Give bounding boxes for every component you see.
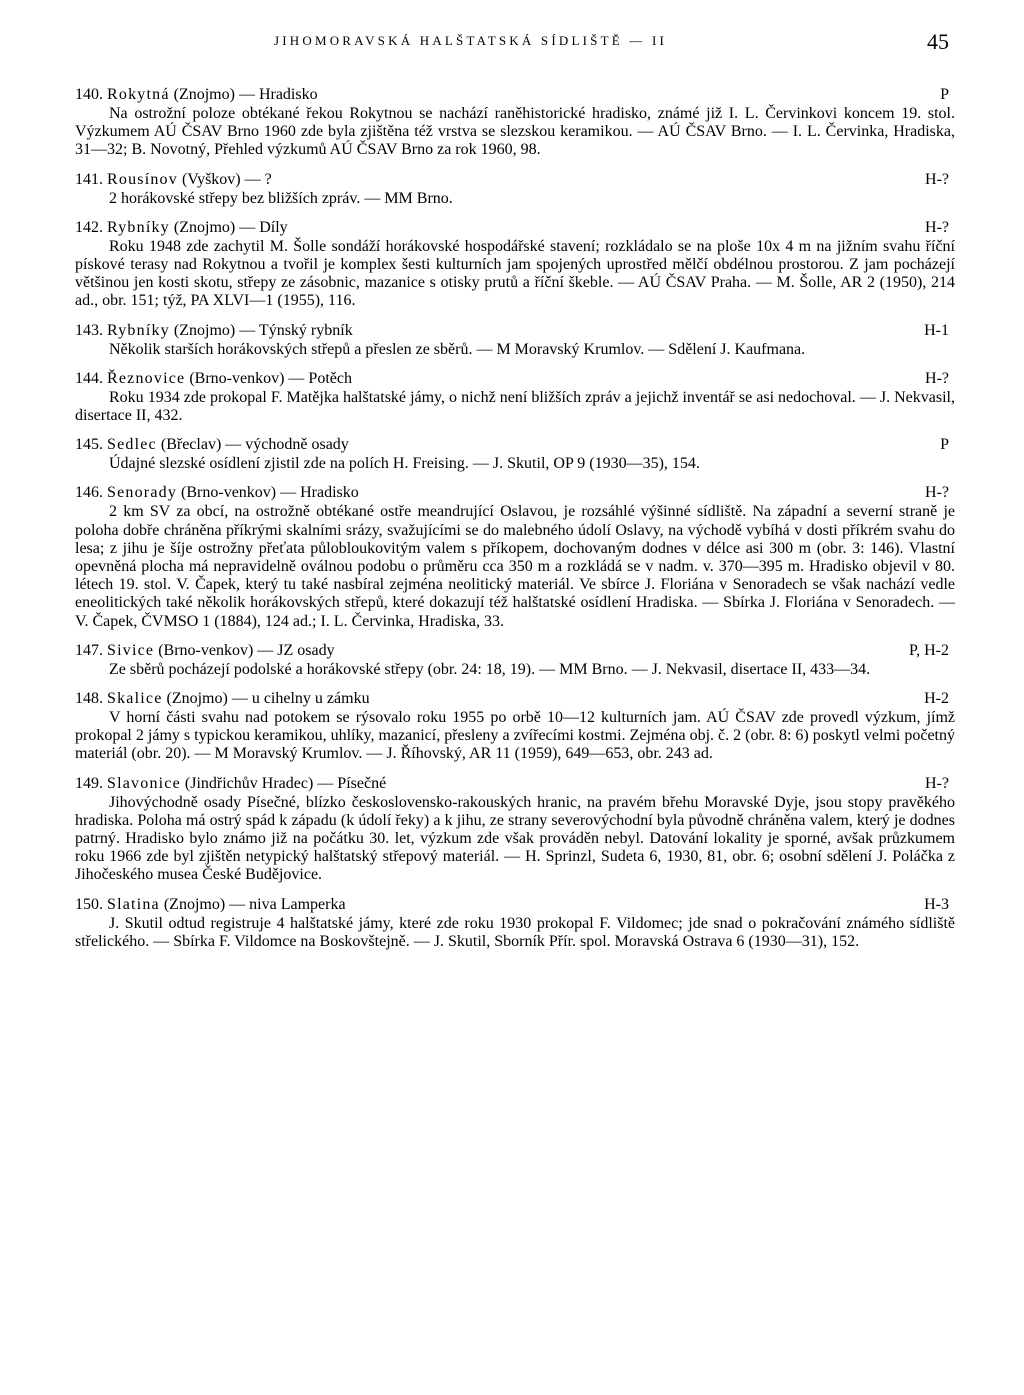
entry-code: P: [940, 86, 949, 103]
entry-number: 143.: [75, 321, 103, 339]
entry-text: Roku 1934 zde prokopal F. Matějka halštatské jámy, o nichž není bližších zpráv a jejichž inventář se asi nedochoval. — J. Nekvasil, disertace II, 432.: [75, 388, 955, 425]
entry-site: Senorady: [107, 484, 178, 502]
entry-code: H-2: [924, 690, 949, 708]
entry-site: Sedlec: [107, 436, 157, 454]
entry-text: Roku 1948 zde zachytil M. Šolle sondáží horákovské hospodářské stavení; rozkládalo se na ploše 10x 4 m na jižním svahu říční pískové terasy nad Rokytnou a tvořil je komplex šesti kulturních jam spojených uprostřed mělčí obdélnou prostorou. Z jam pocházejí většinou jen kosti skotu, střepy ze zásobnic, mazanice s otisky prutů a říční škeble. — AÚ ČSAV Praha. — M. Šolle, AR 2 (1950), 214 ad., obr. 151; týž, PA XLVI—1 (1955), 116.: [75, 237, 955, 310]
list-item: [75, 895, 955, 951]
entry-text: Jihovýchodně osady Písečné, blízko československo-rakouských hranic, na pravém břehu Moravské Dyje, jsou stopy pravěkého hradiska. Poloha má ostrý spád k západu (k údolí řeky) a k jihu, ze strany severovýchodní byla původně chráněna valem, který je dodnes patrný. Hradisko bylo známo již na počátku 30. let, výzkum zde však prováděn nebyl. Datování lokality je sporné, avšak průzkumem roku 1966 zde byl zjištěn netypický halštatský střepový materiál. — H. Sprinzl, Sudeta 6, 1930, 81, obr. 6; osobní sdělení J. Poláčka z Jihočeského musea České Budějovice.: [75, 793, 955, 884]
entry-number: 146.: [75, 484, 103, 502]
entry-code: P, H-2: [908, 641, 949, 659]
list-item: [75, 435, 955, 473]
entry-text: Údajné slezské osídlení zjistil zde na polích H. Freising. — J. Skutil, OP 9 (1930—35), 154.: [109, 455, 700, 473]
entry-number: 144.: [75, 369, 103, 387]
entry-code: H-?: [925, 170, 949, 188]
entry-code: H-?: [925, 484, 949, 502]
entry-text: 2 km SV za obcí, na ostrožně obtékané ostře meandrující Oslavou, je rozsáhlé výšinné sídliště. Na západní a severní straně je poloha dobře chráněna příkrými skalními srázy, svažujícími se do malebného údolí Oslavy, na východě vybíhá v dosti příkrém svahu do lesa; z jihu je šíje ostrožny přeťata půlobloukovitým valem s příkopem, dochovaným dodnes v délce asi 300 m (obr. 3: 146). Vlastní opevněná plocha má nepravidelně oválnou podobu o průměru cca 350 m a rozkládá se v nadm. v. 370—395 m. Hradisko objevil v 80. létech 19. stol. V. Čapek, který tu také nasbíral zejména neolitický materiál. Ve sbírce J. Floriána v Senoradech se však nachází vedle eneolitických také několik horákovských střepů, které dokazují též halštatské osídlení Hradiska. — Sbírka J. Floriána v Senoradech. — V. Čapek, ČVMSO 1 (1884), 124 ad.; I. L. Červinka, Hradiska, 33.: [75, 503, 955, 630]
entry-number: 145.: [75, 436, 103, 454]
entry-site: Sivice: [107, 641, 155, 659]
entry-number: 141.: [75, 170, 103, 188]
entry-site: Slavonice: [107, 774, 181, 792]
list-item: [75, 170, 955, 208]
entry-location: (Znojmo) — u cihelny u zámku: [162, 690, 370, 708]
entry-site: Slatina: [107, 895, 160, 913]
entry-heading: [75, 895, 955, 915]
list-item: [75, 321, 955, 359]
list-item: [75, 218, 955, 311]
entry-site: Rousínov: [107, 170, 178, 188]
entry-code: H-?: [925, 369, 949, 387]
entry-site: Rybníky: [107, 321, 170, 339]
entry-text: Na ostrožní poloze obtékané řekou Rokytnou se nachází raněhistorické hradisko, známé již I. L. Červinkovi koncem 19. stol. Výzkumem AÚ ČSAV Brno 1960 zde byla zjištěna též vrstva se slezskou keramikou. — AÚ ČSAV Brno. — I. L. Červinka, Hradiska, 31—32; B. Novotný, Přehled výzkumů AÚ ČSAV Brno za rok 1960, 98.: [75, 105, 955, 159]
entry-text: 2 horákovské střepy bez bližších zpráv. — MM Brno.: [109, 189, 453, 207]
entry-heading: [75, 218, 955, 238]
page-number: 45: [927, 29, 949, 54]
entry-site: Rokytná: [107, 86, 170, 103]
entry-text: J. Skutil odtud registruje 4 halštatské jámy, které zde roku 1930 prokopal F. Vildomec; jde snad o pokračování známého sídliště střelického. — Sbírka F. Vildomce na Boskovštejně. — J. Skutil, Sborník Přír. spol. Moravská Ostrava 6 (1930—31), 152.: [75, 914, 955, 950]
list-item: [75, 369, 955, 425]
entry-number: 150.: [75, 895, 103, 913]
list-item: [75, 774, 955, 885]
entry-code: H-1: [924, 321, 949, 339]
entry-heading: [75, 321, 955, 341]
entry-location: (Znojmo) — Díly: [169, 218, 288, 236]
entry-site: Řeznovice: [107, 369, 186, 387]
entry-number: 147.: [75, 641, 103, 659]
entry-number: 140.: [75, 86, 103, 103]
entry-location: (Břeclav) — východně osady: [156, 436, 349, 454]
entry-location: (Brno-venkov) — Hradisko: [177, 484, 359, 502]
entry-number: 148.: [75, 690, 103, 708]
list-item: [75, 85, 955, 160]
running-header: [75, 29, 955, 63]
entry-heading: [75, 435, 955, 455]
entry-location: (Znojmo) — Týnský rybník: [169, 321, 353, 339]
entry-heading: [75, 483, 955, 503]
entry-location: (Vyškov) — ?: [177, 170, 272, 188]
entry-location: (Brno-venkov) — JZ osady: [154, 641, 335, 659]
list-item: [75, 641, 955, 679]
entry-heading: [75, 689, 955, 709]
entry-code: H-3: [924, 895, 949, 913]
entry-code: H-?: [925, 774, 949, 792]
list-item: [75, 483, 955, 630]
entry-text: Několik starších horákovských střepů a přeslen ze sběrů. — M Moravský Krumlov. — Sdělení J. Kaufmana.: [109, 340, 806, 358]
entry-site: Rybníky: [107, 218, 170, 236]
entry-number: 142.: [75, 218, 103, 236]
entry-heading: [75, 774, 955, 794]
entry-heading: [75, 170, 955, 190]
entry-location: (Brno-venkov) — Potěch: [185, 369, 352, 387]
entry-number: 149.: [75, 774, 103, 792]
entry-heading: [75, 85, 955, 105]
entry-heading: [75, 641, 955, 661]
entry-location: (Znojmo) — Hradisko: [169, 86, 318, 103]
entry-location: (Jindřichův Hradec) — Písečné: [180, 774, 387, 792]
entry-location: (Znojmo) — niva Lamperka: [159, 895, 346, 913]
entry-list: [75, 85, 955, 951]
document-page: [75, 0, 955, 961]
entry-code: H-?: [925, 218, 949, 236]
entry-text: Ze sběrů pocházejí podolské a horákovské střepy (obr. 24: 18, 19). — MM Brno. — J. Nekvasil, disertace II, 433—34.: [109, 660, 871, 678]
running-title: JIHOMORAVSKÁ HALŠTATSKÁ SÍDLIŠTĚ — II: [274, 33, 668, 48]
entry-code: P: [940, 436, 949, 454]
entry-site: Skalice: [107, 690, 163, 708]
list-item: [75, 689, 955, 764]
entry-text: V horní části svahu nad potokem se rýsovalo roku 1955 po orbě 10—12 kulturních jam. AÚ ČSAV zde provedl výzkum, jímž prokopal 2 jámy s typickou keramikou, uhlíky, mazanicí, přesleny a zvířecími kostmi. Zejména obj. č. 2 (obr. 8: 6) poskytl velmi početný materiál (obr. 20). — M Moravský Krumlov. — J. Říhovský, AR 11 (1959), 649—653, obr. 243 ad.: [75, 709, 955, 763]
entry-heading: [75, 369, 955, 389]
